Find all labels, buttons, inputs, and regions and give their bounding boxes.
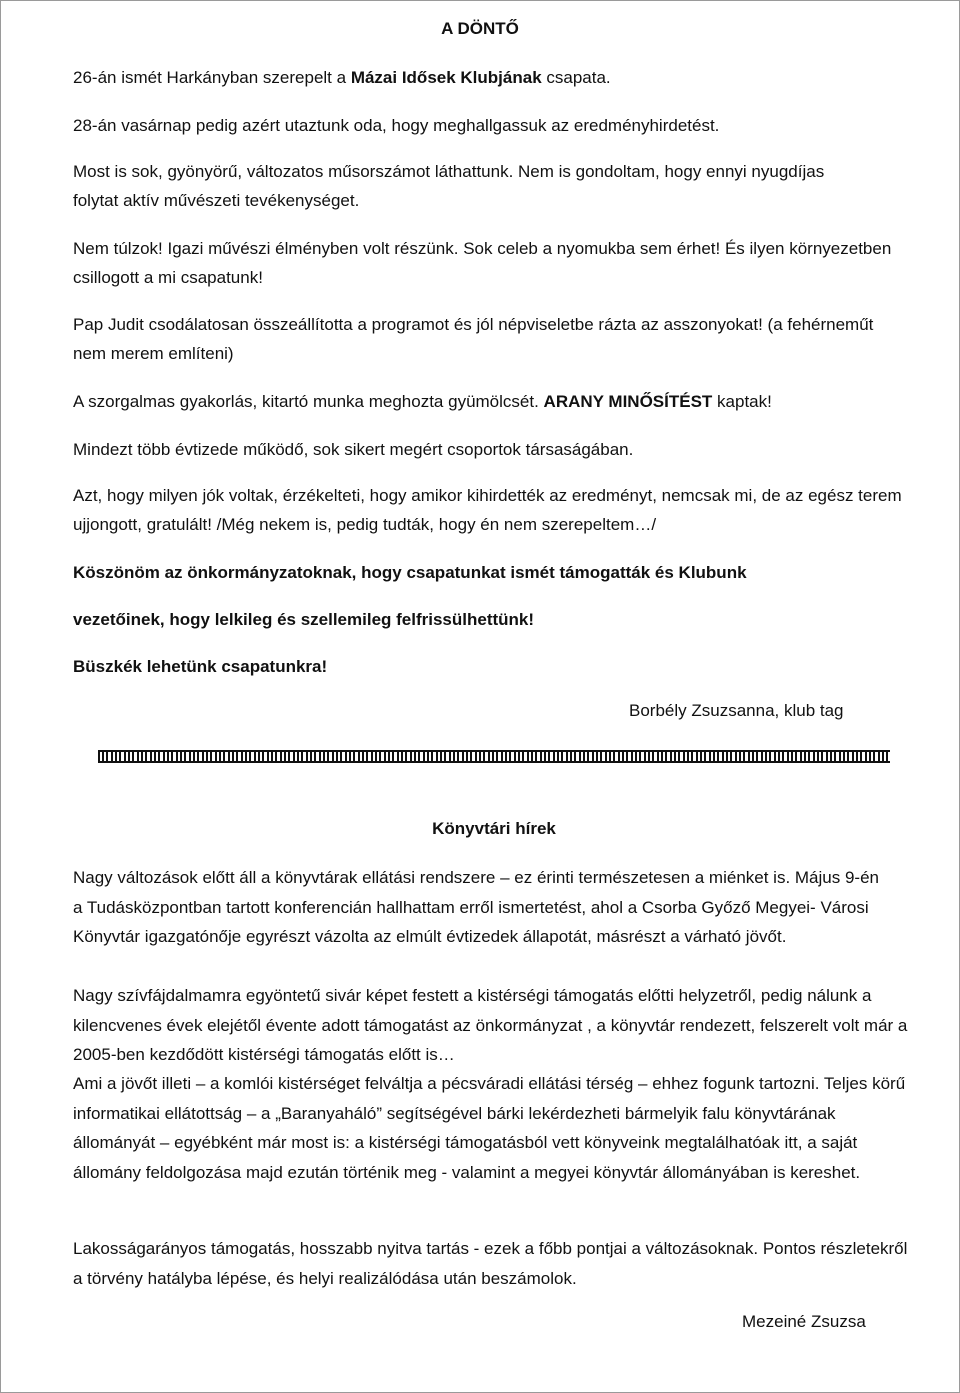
- club-name: Mázai Idősek Klubjának: [350, 68, 542, 87]
- paragraph-6: [73, 387, 903, 416]
- gold-rating: ARANY MINŐSÍTÉST: [543, 392, 713, 411]
- paragraph-8: Azt, hogy milyen jók voltak, érzékelteti, hogy amikor kihirdették az eredményt, nemcsak mi, de az egész terem ujjongott, gratulált! /Még nekem is, pedig tudták, hogy én nem szerepeltem…/: [73, 486, 902, 534]
- thanks-line-2: vezetőinek, hogy lelkileg és szellemileg felfrissülhettünk!: [73, 610, 535, 629]
- article-title-library: Könyvtári hírek: [432, 819, 556, 838]
- library-paragraph-4: Lakosságarányos támogatás, hosszabb nyitva tartás - ezek a főbb pontjai a változásoknak. Pontos részletekről a törvény hatályba lépése, és helyi realizálódása után beszámolok.: [73, 1239, 908, 1288]
- paragraph-1-end: csapata.: [541, 68, 611, 87]
- library-paragraph-3: Ami a jövőt illeti – a komlói kistérséget felváltja a pécsváradi ellátási térség – ehhez fogunk tartozni. Teljes körű informatikai ellátottság – a „Baranyaháló” segítségével bárki lekérdezheti bármelyik falu könyvtárának állományát – egyébként már most is: a kistérségi támogatásból vett könyveink megtalálhatóak itt, a saját állomány feldolgozása majd ezután történik meg - valamint a megyei könyvtár állományában is kereshet.: [73, 1074, 906, 1182]
- paragraph-3: Most is sok, gyönyörű, változatos műsorszámot láthattunk. Nem is gondoltam, hogy ennyi nyugdíjas folytat aktív művészeti tevékenységet.: [73, 162, 825, 210]
- proud-line: Büszkék lehetünk csapatunkra!: [73, 657, 328, 676]
- signature-mezeine: Mezeiné Zsuzsa: [742, 1312, 866, 1331]
- paragraph-5: Pap Judit csodálatosan összeállította a programot és jól népviseletbe rázta az asszonyokat! (a fehérneműt nem merem említeni): [73, 315, 874, 363]
- thanks-line-1: Köszönöm az önkormányzatoknak, hogy csapatunkat ismét támogatták és Klubunk: [73, 563, 747, 582]
- greek-key-divider: [98, 750, 890, 763]
- signature-borbely: Borbély Zsuzsanna, klub tag: [629, 701, 844, 720]
- paragraph-2: 28-án vasárnap pedig azért utaztunk oda, hogy meghallgassuk az eredményhirdetést.: [73, 116, 720, 135]
- paragraph-6-end: kaptak!: [712, 392, 772, 411]
- paragraph-4: Nem túlzok! Igazi művészi élményben volt részünk. Sok celeb a nyomukba sem érhet! És ilyen környezetben csillogott a mi csapatunk!: [73, 239, 892, 287]
- paragraph-1-text: 26-án ismét Harkányban szerepelt a: [73, 68, 351, 87]
- paragraph-1: [73, 63, 903, 92]
- library-paragraph-1: Nagy változások előtt áll a könyvtárak ellátási rendszere – ez érinti természetesen a miénket is. Május 9-én a Tudásközpontban tartott konferencián hallhattam erről ismertetést, ahol a Csorba Győző Megyei- Városi Könyvtár igazgatónője egyrészt vázolta az elmúlt évtizedek állapotát, másrészt a várható jövőt.: [73, 868, 879, 946]
- paragraph-7: Mindezt több évtizede működő, sok sikert megért csoportok társaságában.: [73, 440, 634, 459]
- article-title-dontő: A DÖNTŐ: [441, 19, 519, 38]
- library-paragraph-2: Nagy szívfájdalmamra egyöntetű sivár képet festett a kistérségi támogatás előtti helyzetről, pedig nálunk a kilencvenes évek elejétől évente adott támogatást az önkormányzat , a könyvtár rendezett, felszerelt volt már a 2005-ben kezdődött kistérségi támogatás előtt is…: [73, 986, 908, 1064]
- paragraph-6-text: A szorgalmas gyakorlás, kitartó munka meghozta gyümölcsét.: [73, 392, 544, 411]
